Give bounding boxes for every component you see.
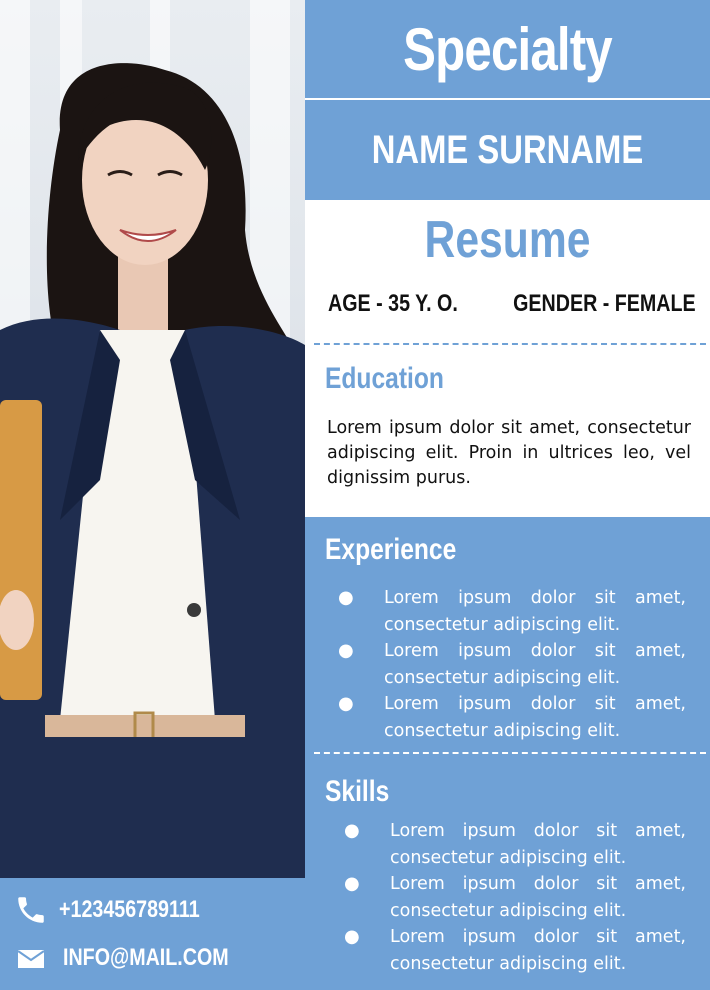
gender-label: GENDER - FEMALE [513,290,696,317]
list-item-text: Lorem ipsum dolor sit amet, consectetur adipiscing elit. [390,821,686,868]
resume-title: Resume [424,211,591,269]
email-address: INFO@MAIL.COM [63,944,229,971]
phone-icon [14,893,48,927]
skills-title: Skills [325,775,390,808]
person-illustration [0,0,305,878]
list-item-text: Lorem ipsum dolor sit amet, consectetur adipiscing elit. [384,641,686,688]
specialty-title: Specialty [403,15,612,83]
experience-list [338,585,686,744]
mail-icon [16,946,46,972]
bullet-icon: ● [338,640,354,661]
list-item-text: Lorem ipsum dolor sit amet, consectetur adipiscing elit. [384,694,686,741]
profile-photo [0,0,305,878]
list-item [338,691,686,744]
list-item [344,871,686,924]
skills-list [344,818,686,977]
bullet-icon: ● [338,587,354,608]
bullet-icon: ● [338,693,354,714]
bullet-icon: ● [344,820,360,841]
list-item [338,585,686,638]
list-item [344,924,686,977]
age-label: AGE - 35 Y. O. [328,290,458,317]
bullet-icon: ● [344,926,360,947]
list-item [338,638,686,691]
dashed-divider [314,343,706,345]
dashed-divider-white [314,752,706,754]
education-title: Education [325,362,444,395]
education-text: Lorem ipsum dolor sit amet, consectetur adipiscing elit. Proin in ultrices leo, vel dignissim purus. [327,418,691,488]
bullet-icon: ● [344,873,360,894]
phone-number: +123456789111 [59,896,200,923]
list-item-text: Lorem ipsum dolor sit amet, consectetur adipiscing elit. [390,874,686,921]
list-item-text: Lorem ipsum dolor sit amet, consectetur adipiscing elit. [384,588,686,635]
list-item [344,818,686,871]
name-surname: NAME SURNAME [371,127,644,172]
list-item-text: Lorem ipsum dolor sit amet, consectetur adipiscing elit. [390,927,686,974]
experience-title: Experience [325,533,457,566]
